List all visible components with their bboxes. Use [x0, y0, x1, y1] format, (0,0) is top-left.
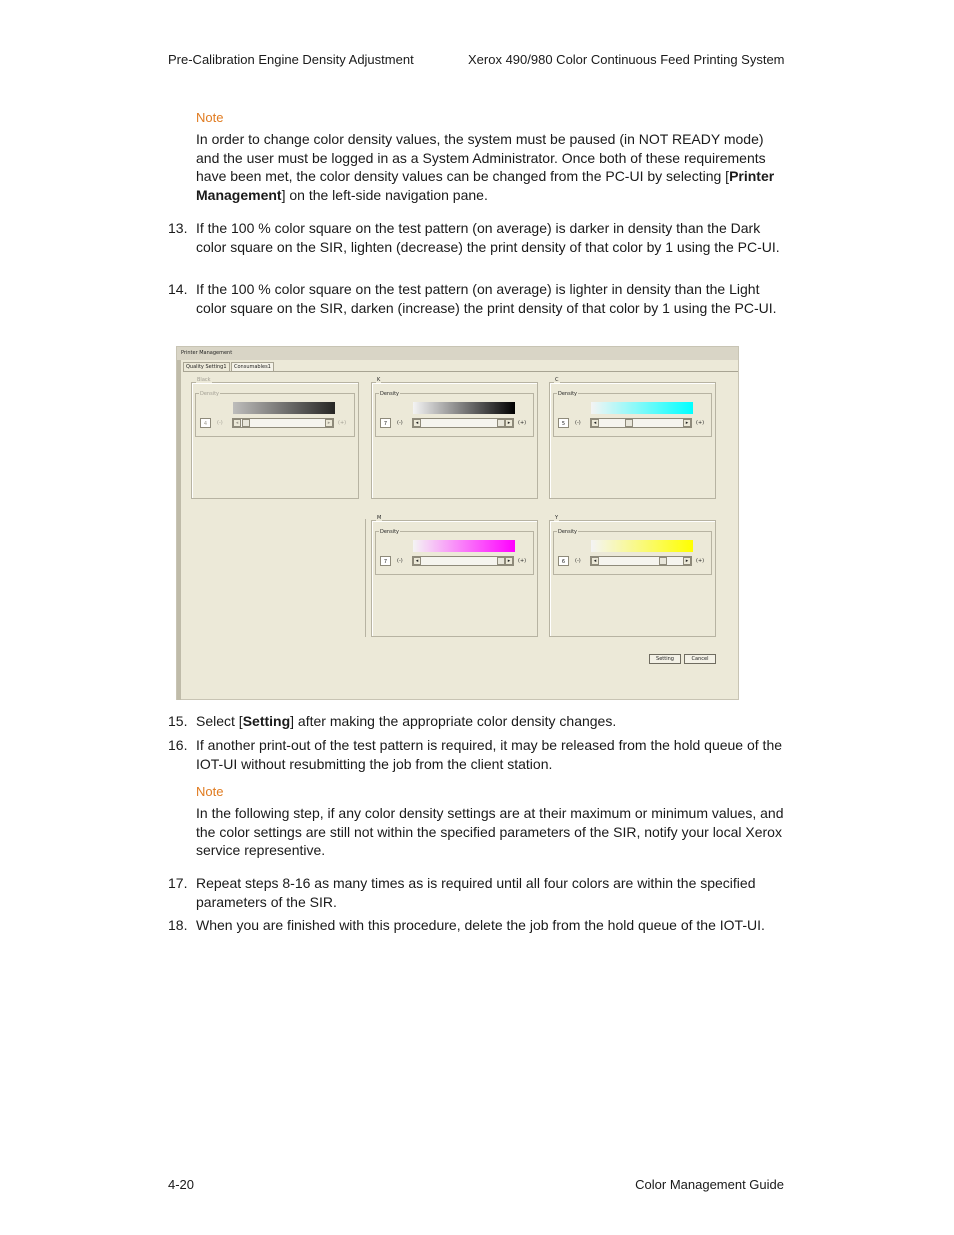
note-text-before: In order to change color density values, the system must be paused (in NOT READY mode) and the user must be logged in as a System Administrator. Once both of these requirements have been met, the color density values can be changed from the PC-UI by selecting [: [196, 131, 766, 185]
density-gradient: [591, 402, 693, 414]
step-number: 13.: [168, 220, 188, 236]
plus-label: (+): [518, 420, 527, 426]
slider-left-arrow-icon[interactable]: ◂: [233, 419, 241, 427]
step-17: [168, 874, 788, 911]
density-box: [195, 393, 355, 437]
tab-consumables[interactable]: Consumables1: [231, 362, 274, 371]
slider-right-arrow-icon[interactable]: ▸: [325, 419, 333, 427]
plus-label: (+): [696, 420, 705, 426]
plus-label: (+): [696, 558, 705, 564]
plus-label: (+): [338, 420, 347, 426]
group-label: K: [377, 377, 381, 383]
step-14: [168, 280, 788, 317]
density-value-field[interactable]: 7: [380, 556, 391, 566]
tab-quality-setting[interactable]: Quality Setting1: [183, 362, 230, 371]
footer-title: Color Management Guide: [635, 1177, 784, 1192]
step-text: If the 100 % color square on the test pattern (on average) is darker in density than the Dark color square on the SIR, lighten (decrease) the print density of that color by 1 using the PC-UI.: [196, 220, 780, 255]
step-15: [168, 712, 788, 731]
slider-left-arrow-icon[interactable]: ◂: [413, 557, 421, 565]
density-group-y: [549, 515, 716, 637]
window-title: Printer Management: [181, 350, 233, 356]
step-number: 18.: [168, 917, 188, 933]
density-label: Density: [558, 529, 578, 535]
density-value-field[interactable]: 7: [380, 418, 391, 428]
window-titlebar: [177, 347, 738, 360]
minus-label: (-): [575, 420, 581, 426]
cancel-button[interactable]: Cancel: [684, 654, 716, 664]
density-value-field[interactable]: 4: [200, 418, 211, 428]
density-gradient: [233, 402, 335, 414]
group-label: Black: [197, 377, 211, 383]
slider-left-arrow-icon[interactable]: ◂: [413, 419, 421, 427]
step-number: 15.: [168, 713, 188, 729]
step-number: 16.: [168, 737, 188, 753]
slider-right-arrow-icon[interactable]: ▸: [505, 557, 513, 565]
slider-thumb[interactable]: [659, 557, 667, 565]
density-group-m: [371, 515, 538, 637]
density-label: Density: [558, 391, 578, 397]
group-label: C: [555, 377, 559, 383]
header-section-title: Pre-Calibration Engine Density Adjustment: [168, 52, 414, 67]
note-text: In the following step, if any color density settings are at their maximum or minimum values, and the color settings are still not within the specified parameters of the SIR, notify your local Xerox service representive.: [196, 805, 784, 859]
density-box: [553, 393, 712, 437]
page-number: 4-20: [168, 1177, 195, 1192]
density-slider[interactable]: [412, 418, 514, 428]
group-label: Y: [555, 515, 559, 521]
minus-label: (-): [397, 420, 403, 426]
slider-thumb[interactable]: [625, 419, 633, 427]
step-number: 14.: [168, 281, 188, 297]
density-label: Density: [380, 529, 400, 535]
density-slider[interactable]: [232, 418, 334, 428]
density-gradient: [413, 402, 515, 414]
step-text-before: Select [: [196, 713, 243, 729]
density-gradient: [413, 540, 515, 552]
left-border: [177, 360, 181, 700]
step-16: [168, 736, 788, 773]
slider-right-arrow-icon[interactable]: ▸: [505, 419, 513, 427]
density-slider[interactable]: [590, 556, 692, 566]
density-value-field[interactable]: 5: [558, 418, 569, 428]
note-label: Note: [196, 784, 224, 799]
density-gradient: [591, 540, 693, 552]
step-number: 17.: [168, 875, 188, 891]
density-box: [553, 531, 712, 575]
step-text: Repeat steps 8-16 as many times as is required until all four colors are within the specified parameters of the SIR.: [196, 875, 756, 910]
note-label: Note: [196, 110, 224, 125]
density-label: Density: [380, 391, 400, 397]
step-text-bold: Setting: [242, 713, 291, 729]
minus-label: (-): [397, 558, 403, 564]
slider-thumb[interactable]: [497, 419, 505, 427]
step-text: If another print-out of the test pattern is required, it may be released from the hold queue of the IOT-UI without resubmitting the job from the client station.: [196, 737, 783, 772]
note-text-bold: Printer Management: [196, 168, 775, 204]
step-13: [168, 219, 788, 256]
header-doc-title: Xerox 490/980 Color Continuous Feed Printing System: [468, 52, 785, 67]
note-text: [196, 130, 786, 205]
density-slider[interactable]: [590, 418, 692, 428]
density-slider[interactable]: [412, 556, 514, 566]
divider: [365, 519, 366, 637]
slider-right-arrow-icon[interactable]: ▸: [683, 419, 691, 427]
minus-label: (-): [575, 558, 581, 564]
plus-label: (+): [518, 558, 527, 564]
slider-right-arrow-icon[interactable]: ▸: [683, 557, 691, 565]
setting-button[interactable]: Setting: [649, 654, 681, 664]
group-label: M: [377, 515, 382, 521]
density-value-field[interactable]: 6: [558, 556, 569, 566]
slider-left-arrow-icon[interactable]: ◂: [591, 557, 599, 565]
slider-left-arrow-icon[interactable]: ◂: [591, 419, 599, 427]
step-18: [168, 916, 788, 935]
note-text-after: ] on the left-side navigation pane.: [281, 187, 488, 204]
step-text: If the 100 % color square on the test pattern (on average) is lighter in density than the Light color square on the SIR, darken (increase) the print density of that color by 1 using the PC-UI.: [196, 281, 777, 316]
density-group-c: [549, 377, 716, 499]
minus-label: (-): [217, 420, 223, 426]
density-box: [375, 393, 534, 437]
density-group-k: [371, 377, 538, 499]
printer-management-screenshot: [176, 346, 739, 700]
step-text: [196, 712, 788, 731]
step-text-after: ] after making the appropriate color density changes.: [290, 713, 617, 729]
density-group-black: [191, 377, 359, 499]
step-text: When you are finished with this procedure, delete the job from the hold queue of the IOT-UI.: [196, 917, 765, 933]
density-box: [375, 531, 534, 575]
slider-thumb[interactable]: [497, 557, 505, 565]
density-label: Density: [200, 391, 220, 397]
slider-thumb[interactable]: [242, 419, 250, 427]
